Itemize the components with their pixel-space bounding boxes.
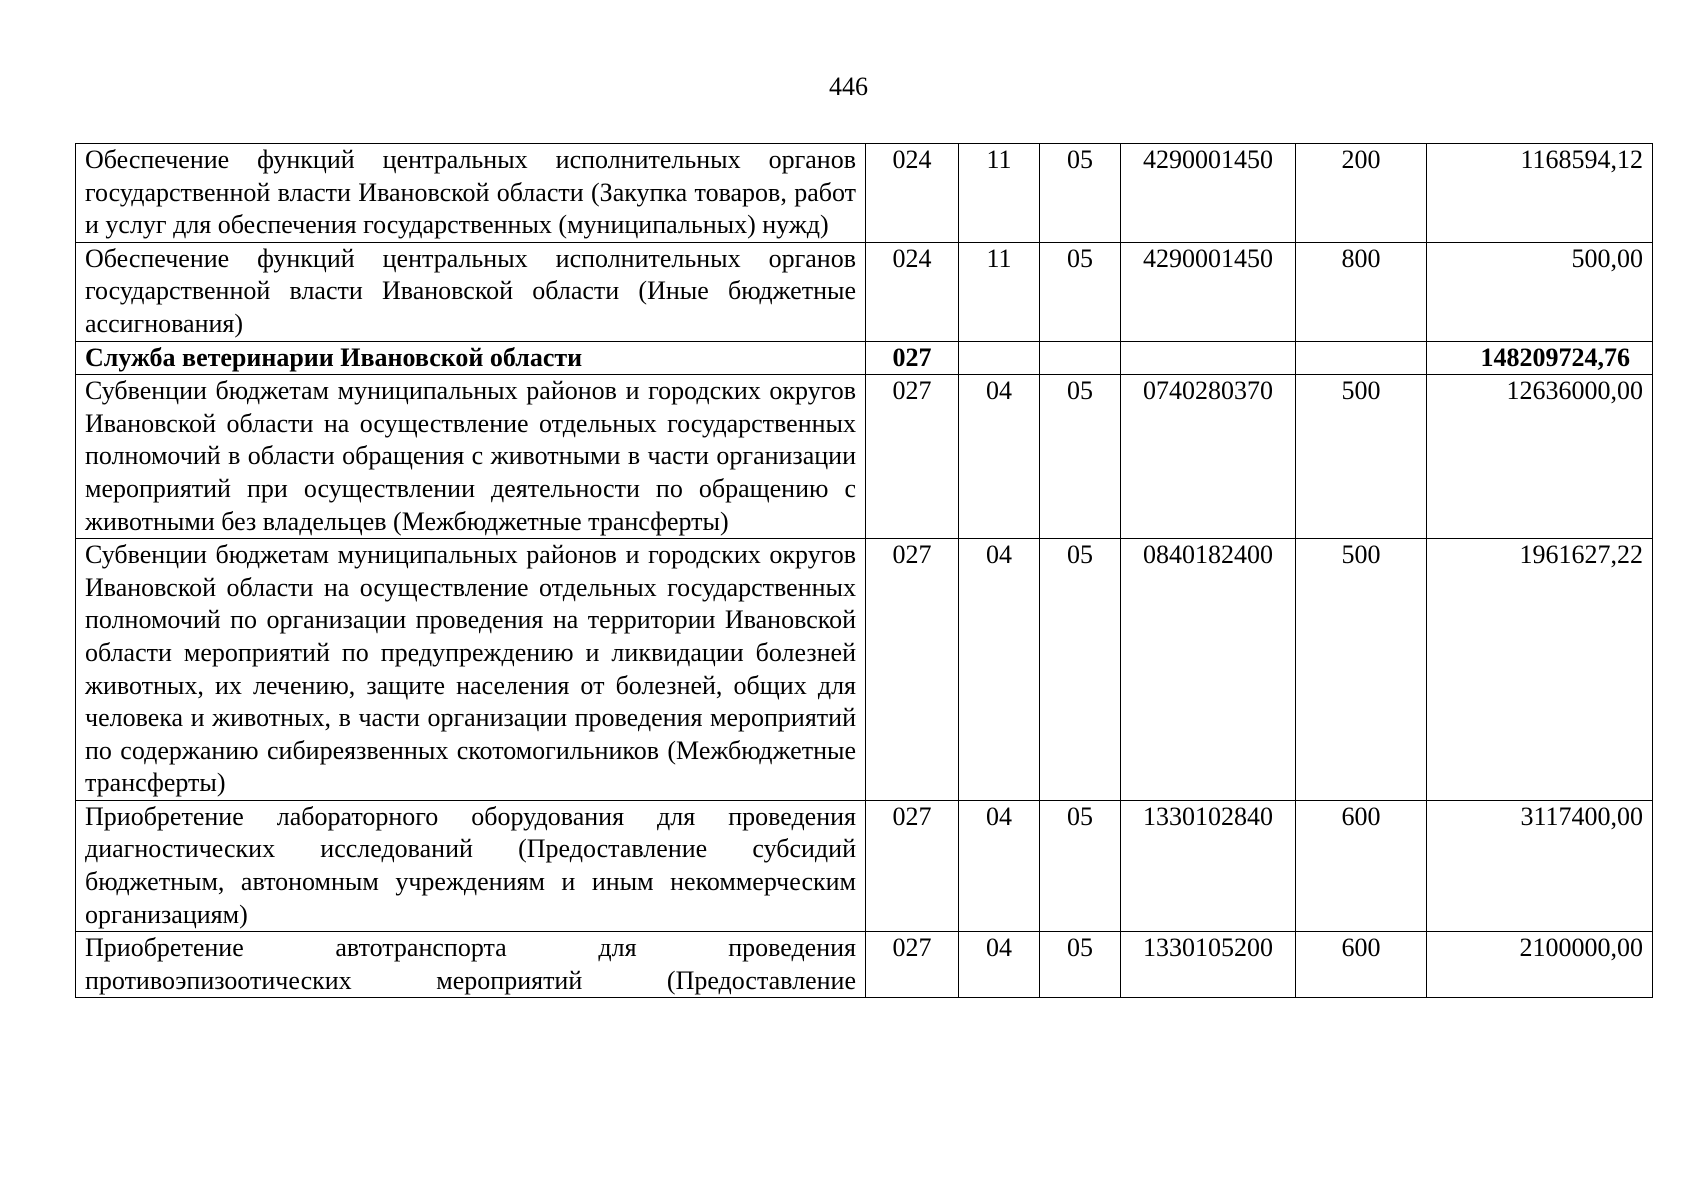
row-vr-code: 500 [1296,539,1427,801]
row-vr-code: 600 [1296,932,1427,998]
budget-table [75,143,1653,998]
row-pr-code: 05 [1040,242,1121,341]
table-row [76,539,1653,801]
row-sum: 12636000,00 [1427,375,1653,539]
row-gr-code: 027 [866,341,959,375]
section-header-row [76,341,1653,375]
row-sum: 3117400,00 [1427,800,1653,931]
row-pr-code: 05 [1040,800,1121,931]
row-gr-code: 027 [866,800,959,931]
row-pr-code: 05 [1040,144,1121,243]
row-description: Субвенции бюджетам муниципальных районов и городских округов Ивановской области на осуществление отдельных государственных полномочий по организации проведения на территории Ивановской области мероприятий по предупреждению и ликвидации болезней животных, их лечению, защите населения от болезней, общих для человека и животных, в части организации проведения мероприятий по содержанию сибиреязвенных скотомогильников (Межбюджетные трансферты) [76,539,866,801]
row-pr-code [1040,341,1121,375]
row-sum: 500,00 [1427,242,1653,341]
row-csr-code: 1330102840 [1121,800,1296,931]
row-description: Обеспечение функций центральных исполнительных органов государственной власти Ивановской области (Иные бюджетные ассигнования) [76,242,866,341]
row-description: Обеспечение функций центральных исполнительных органов государственной власти Ивановской области (Закупка товаров, работ и услуг для обеспечения государственных (муниципальных) нужд) [76,144,866,243]
section-title: Служба ветеринарии Ивановской области [76,341,866,375]
row-vr-code: 500 [1296,375,1427,539]
row-csr-code [1121,341,1296,375]
section-total: 148209724,76 [1427,341,1653,375]
row-gr-code: 024 [866,242,959,341]
row-gr-code: 027 [866,375,959,539]
row-description: Приобретение лабораторного оборудования для проведения диагностических исследований (Предоставление субсидий бюджетным, автономным учреждениям и иным некоммерческим организациям) [76,800,866,931]
row-gr-code: 027 [866,932,959,998]
row-rz-code [959,341,1040,375]
table-row [76,242,1653,341]
row-rz-code: 04 [959,800,1040,931]
row-pr-code: 05 [1040,375,1121,539]
row-rz-code: 04 [959,375,1040,539]
page-number: 446 [829,72,868,101]
row-vr-code: 600 [1296,800,1427,931]
table-row [76,800,1653,931]
table-row [76,144,1653,243]
row-vr-code: 200 [1296,144,1427,243]
row-pr-code: 05 [1040,932,1121,998]
row-csr-code: 0840182400 [1121,539,1296,801]
row-gr-code: 024 [866,144,959,243]
row-csr-code: 0740280370 [1121,375,1296,539]
row-rz-code: 04 [959,539,1040,801]
row-vr-code: 800 [1296,242,1427,341]
row-csr-code: 1330105200 [1121,932,1296,998]
table-row [76,375,1653,539]
row-vr-code [1296,341,1427,375]
row-sum: 1168594,12 [1427,144,1653,243]
row-csr-code: 4290001450 [1121,242,1296,341]
row-pr-code: 05 [1040,539,1121,801]
table-row [76,932,1653,998]
row-gr-code: 027 [866,539,959,801]
row-description: Приобретение автотранспорта для проведения противоэпизоотических мероприятий (Предоставление [76,932,866,998]
row-csr-code: 4290001450 [1121,144,1296,243]
row-sum: 1961627,22 [1427,539,1653,801]
row-rz-code: 04 [959,932,1040,998]
row-rz-code: 11 [959,242,1040,341]
row-description: Субвенции бюджетам муниципальных районов и городских округов Ивановской области на осуществление отдельных государственных полномочий в области обращения с животными в части организации мероприятий при осуществлении деятельности по обращению с животными без владельцев (Межбюджетные трансферты) [76,375,866,539]
row-rz-code: 11 [959,144,1040,243]
row-sum: 2100000,00 [1427,932,1653,998]
